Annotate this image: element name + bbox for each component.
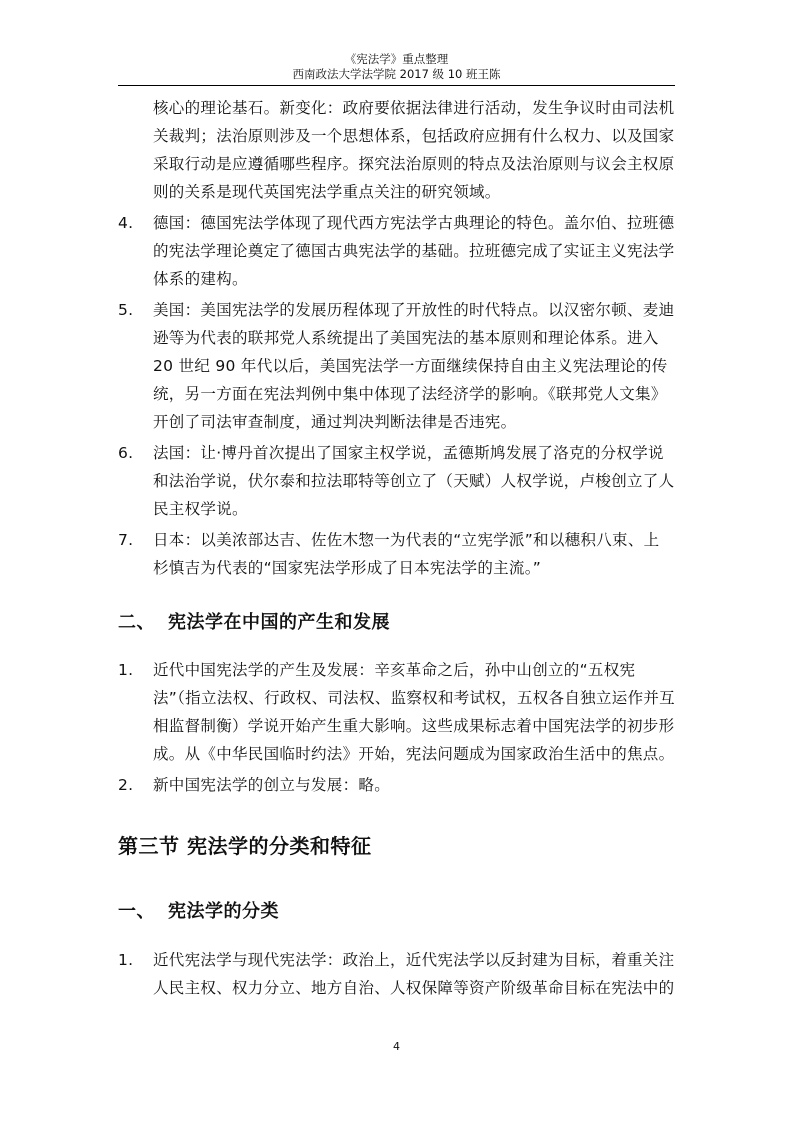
header-rule (118, 85, 675, 86)
section-title: 宪法学在中国的产生和发展 (168, 612, 390, 633)
list-number: 5. (118, 301, 134, 319)
chapter-heading: 第三节 宪法学的分类和特征 (118, 834, 372, 858)
section-heading-1 (118, 898, 675, 926)
list-item (118, 526, 675, 582)
section-number: 一、 (118, 901, 155, 922)
section-number: 二、 (118, 612, 155, 633)
list-item (118, 439, 675, 523)
list-text: 美国：美国宪法学的发展历程体现了开放性的时代特点。以汉密尔顿、麦迪逊等为代表的联邦党人系统提出了美国宪法的基本原则和理论体系。进入 20 世纪 90 年代以后，美国宪法学一方面继续保持自由主义宪法理论的传统，另一方面在宪法判例中集中体现了法经济学的影响。《联邦党人文集》开创了司法审查制度，通过判决判断法律是否违宪。 (153, 301, 675, 431)
section-heading-2 (118, 609, 675, 637)
list-item (118, 296, 675, 436)
list-classification (118, 946, 675, 1002)
continuation-paragraph: 核心的理论基石。新变化：政府要依据法律进行活动，发生争议时由司法机关裁判；法治原则涉及一个思想体系，包括政府应拥有什么权力、以及国家采取行动是应遵循哪些程序。探究法治原则的特点及法治原则与议会主权原则的关系是现代英国宪法学重点关注的研究领域。 (153, 99, 675, 201)
list-number: 4. (118, 214, 134, 232)
page-number: 4 (393, 1040, 400, 1053)
running-header (0, 52, 793, 82)
list-item (118, 771, 675, 799)
list-countries (118, 209, 675, 582)
page-body (118, 94, 675, 1002)
header-title: 《宪法学》重点整理 (344, 52, 449, 66)
list-text: 近代中国宪法学的产生及发展：辛亥革命之后，孙中山创立的“五权宪法”（指立法权、行政权、司法权、监察权和考试权，五权各自独立运作并互相监督制衡）学说开始产生重大影响。这些成果标志着中国宪法学的初步形成。从《中华民国临时约法》开始，宪法问题成为国家政治生活中的焦点。 (153, 661, 675, 763)
list-number: 2. (118, 776, 134, 794)
list-number: 1. (118, 951, 134, 969)
list-number: 7. (118, 531, 134, 549)
list-item (118, 209, 675, 293)
list-text: 德国：德国宪法学体现了现代西方宪法学古典理论的特色。盖尔伯、拉班德的宪法学理论奠定了德国古典宪法学的基础。拉班德完成了实证主义宪法学体系的建构。 (153, 214, 675, 288)
list-text: 新中国宪法学的创立与发展：略。 (153, 776, 391, 794)
list-number: 6. (118, 444, 134, 462)
header-subtitle: 西南政法大学法学院 2017 级 10 班王陈 (292, 67, 501, 81)
list-text: 日本：以美浓部达吉、佐佐木惣一为代表的“立宪学派”和以穗积八束、上杉慎吉为代表的“国家宪法学形成了日本宪法学的主流。” (153, 531, 660, 577)
section-title: 宪法学的分类 (168, 901, 279, 922)
list-text: 近代宪法学与现代宪法学：政治上，近代宪法学以反封建为目标，着重关注人民主权、权力分立、地方自治、人权保障等资产阶级革命目标在宪法中的 (153, 951, 675, 997)
list-item (118, 946, 675, 1002)
list-number: 1. (118, 661, 134, 679)
list-text: 法国：让·博丹首次提出了国家主权学说，孟德斯鸠发展了洛克的分权学说和法治学说，伏尔泰和拉法耶特等创立了（天赋）人权学说，卢梭创立了人民主权学说。 (153, 444, 675, 518)
list-china (118, 656, 675, 799)
list-item (118, 656, 675, 768)
